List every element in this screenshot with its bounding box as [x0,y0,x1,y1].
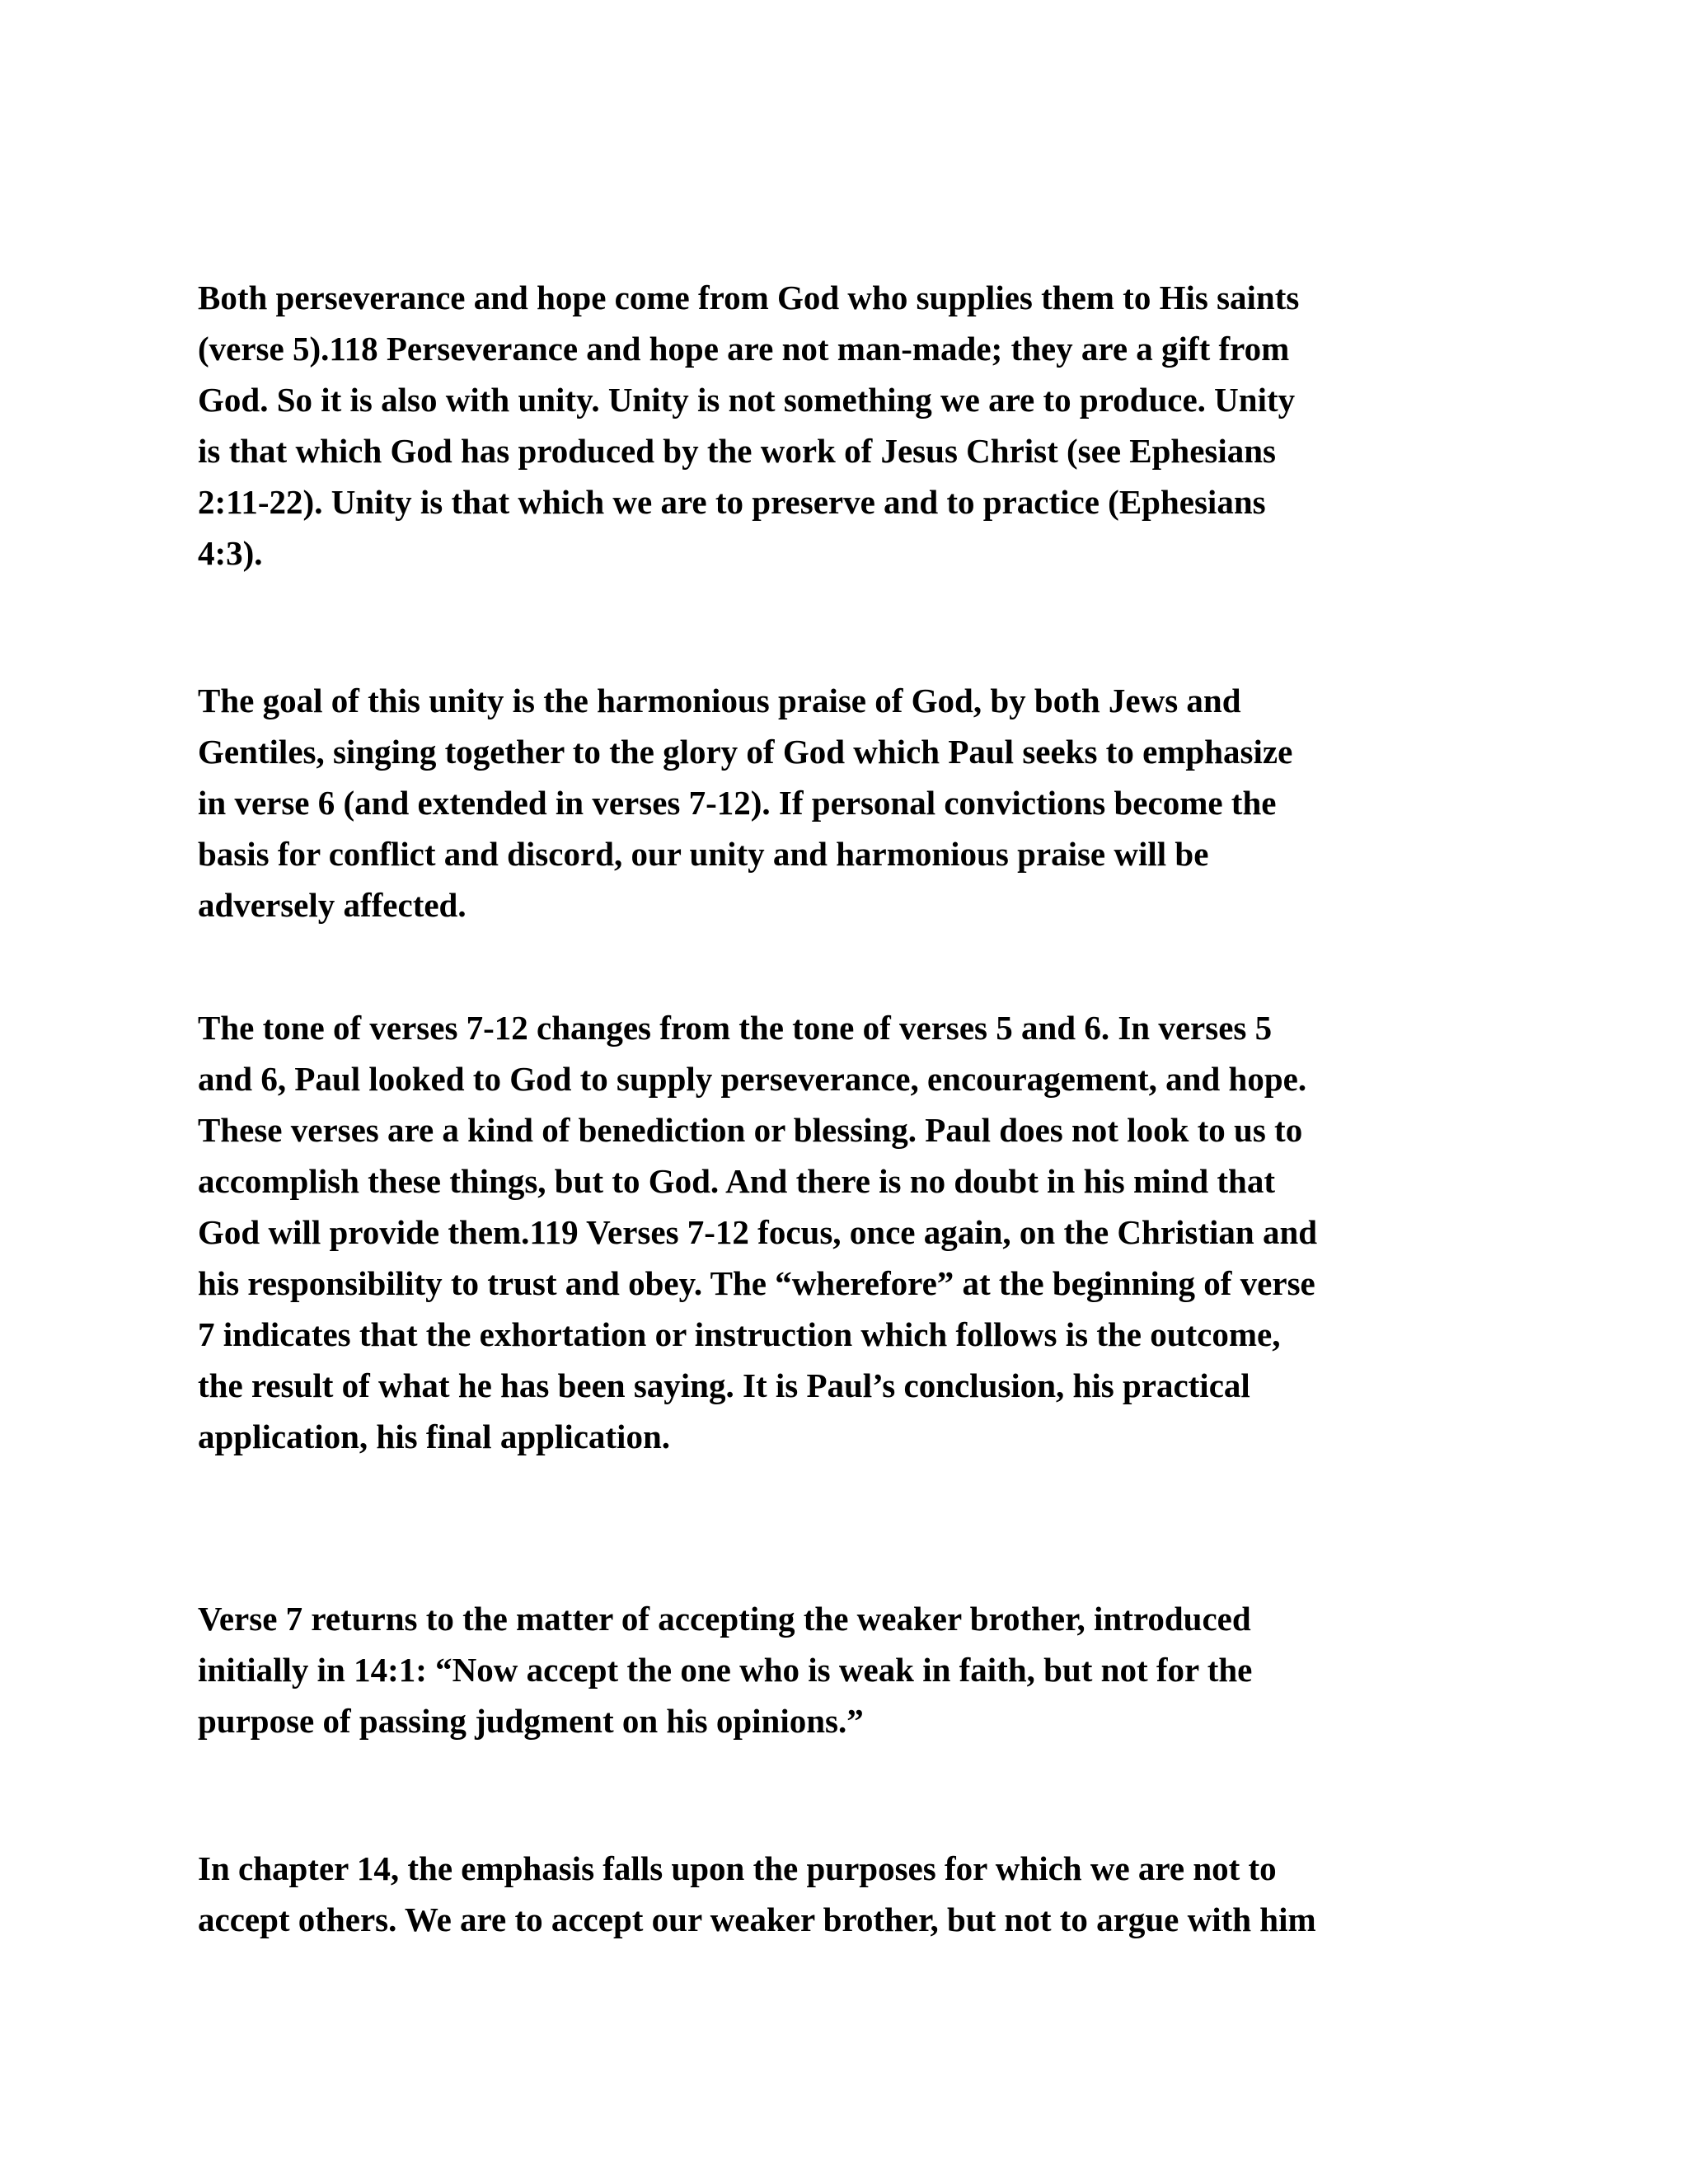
text-line: Gentiles, singing together to the glory of God which Paul seeks to emphasize [198,733,1293,771]
text-line: (verse 5).118 Perseverance and hope are not man-made; they are a gift from [198,330,1290,368]
text-line: Verse 7 returns to the matter of accepting the weaker brother, introduced [198,1600,1251,1638]
text-line: the result of what he has been saying. It is Paul’s conclusion, his practical [198,1366,1250,1404]
text-line: God. So it is also with unity. Unity is not something we are to produce. Unity [198,381,1296,419]
text-line: his responsibility to trust and obey. The “wherefore” at the beginning of verse [198,1264,1315,1302]
text-line: God will provide them.119 Verses 7-12 focus, once again, on the Christian and [198,1213,1318,1251]
text-line: These verses are a kind of benediction or blessing. Paul does not look to us to [198,1111,1303,1149]
text-line: basis for conflict and discord, our unity and harmonious praise will be [198,835,1209,873]
text-line: 2:11-22). Unity is that which we are to preserve and to practice (Ephesians [198,483,1266,521]
text-line: Both perseverance and hope come from God who supplies them to His saints [198,279,1300,316]
text-line: initially in 14:1: “Now accept the one who is weak in faith, but not for the [198,1651,1253,1689]
text-line: purpose of passing judgment on his opinions.” [198,1702,864,1740]
text-line: accept others. We are to accept our weaker brother, but not to argue with him [198,1900,1316,1938]
paragraph-tone-of-verses [198,1002,1500,1462]
text-line: accomplish these things, but to God. And there is no doubt in his mind that [198,1162,1275,1200]
text-line: and 6, Paul looked to God to supply perseverance, encouragement, and hope. [198,1060,1307,1098]
text-line: 4:3). [198,534,263,572]
text-line: application, his final application. [198,1418,670,1455]
paragraph-perseverance-and-hope [198,272,1500,579]
paragraph-chapter-14 [198,1843,1500,1945]
text-line: in verse 6 (and extended in verses 7-12). If personal convictions become the [198,784,1277,822]
text-line: In chapter 14, the emphasis falls upon the purposes for which we are not to [198,1849,1277,1887]
paragraph-goal-of-unity [198,675,1500,930]
text-line: The goal of this unity is the harmonious praise of God, by both Jews and [198,682,1241,719]
text-line: The tone of verses 7-12 changes from the tone of verses 5 and 6. In verses 5 [198,1009,1273,1047]
text-line: is that which God has produced by the work of Jesus Christ (see Ephesians [198,432,1277,470]
paragraph-verse-7 [198,1593,1500,1746]
text-line: 7 indicates that the exhortation or instruction which follows is the outcome, [198,1315,1281,1353]
text-line: adversely affected. [198,886,467,924]
